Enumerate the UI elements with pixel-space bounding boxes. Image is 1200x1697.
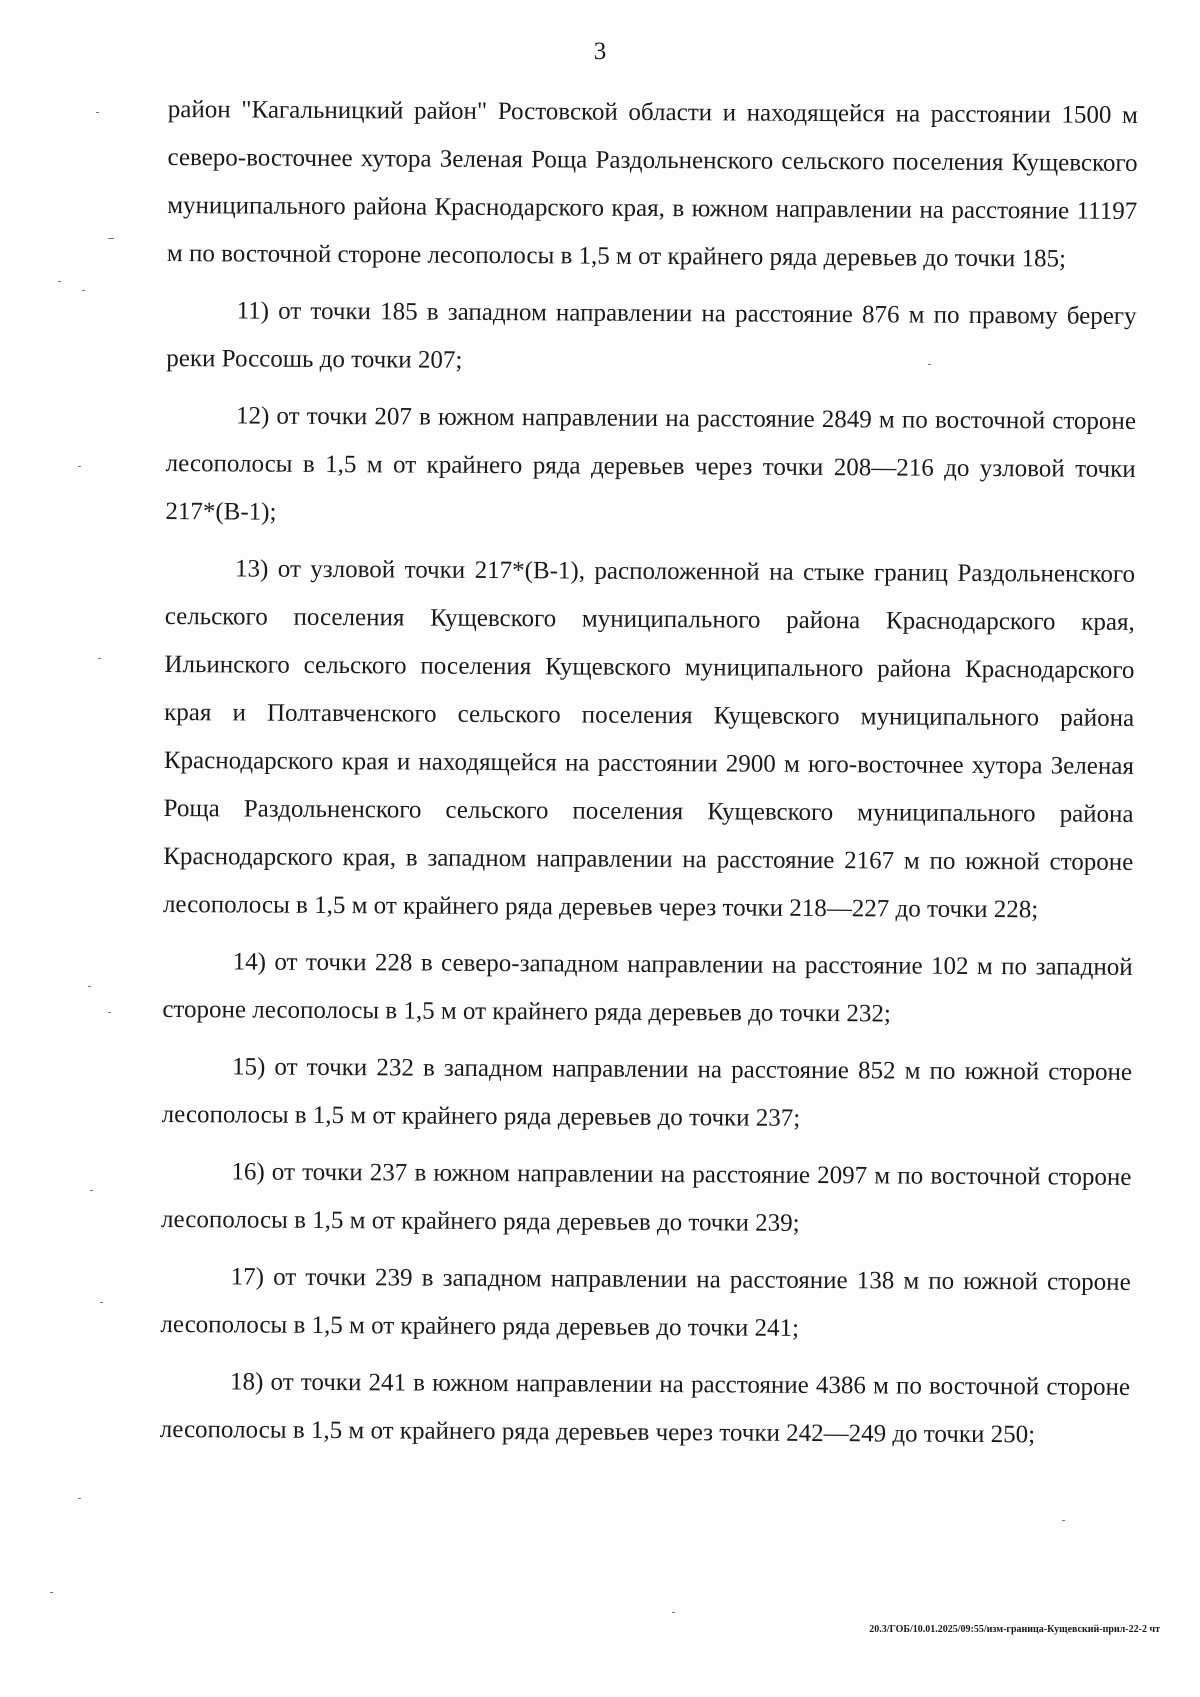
paragraph-item-11: 11) от точки 185 в западном направлении на расстояние 876 м по правому берегу реки Россошь до точки 207; [166,297,1137,374]
scan-speck [90,1190,93,1191]
paragraph-continuation: район "Кагальницкий район" Ростовской области и находящейся на расстоянии 1500 м северо-восточнее хутора Зеленая Роща Раздольненского сельского поселения Кущевского муниципального района Краснодарского края, в южном направлении на расстояние 11197 м по восточной стороне лесополосы в 1,5 м от крайнего ряда деревьев до точки 185; [166,95,1138,273]
scan-speck [100,1302,103,1303]
scan-speck [928,364,931,365]
page-number: 3 [593,38,607,65]
scan-speck [108,1012,111,1013]
scan-speck [1062,1520,1065,1521]
scan-speck [96,112,99,113]
scan-speck [78,1498,81,1499]
footer-document-code: 20.3/ГОБ/10.01.2025/09:55/изм-граница-Кущевский-прил-22-2 чт [869,1624,1160,1635]
scan-speck [98,658,101,659]
scan-speck [88,986,91,987]
paragraph-item-16: 16) от точки 237 в южном направлении на расстояние 2097 м по восточной стороне лесополосы в 1,5 м от крайнего ряда деревьев до точки 239; [160,1158,1132,1237]
scan-speck [58,281,61,282]
paragraph-item-17: 17) от точки 239 в западном направлении на расстояние 138 м по южной стороне лесополосы в 1,5 м от крайнего ряда деревьев до точки 241; [160,1263,1131,1342]
paragraph-item-13: 13) от узловой точки 217*(В-1), расположенной на стыке границ Раздольненского сельского поселения Кущевского муниципального района Краснодарского края, Ильинского сельского поселения Кущевского муниципального района Краснодарского края и Полтавченского сельского поселения Кущевского муниципального района Краснодарского края и находящейся на расстоянии 2900 м юго-восточнее хутора Зеленая Роща Раздольненского сельского поселения Кущевского муниципального района Краснодарского края, в западном направлении на расстояние 2167 м по южной стороне лесополосы в 1,5 м от крайнего ряда деревьев через точки 218—227 до точки 228; [162,555,1136,924]
paragraph-item-14: 14) от точки 228 в северо-западном направлении на расстояние 102 м по западной стороне лесополосы в 1,5 м от крайнего ряда деревьев до точки 232; [162,948,1133,1028]
paragraph-item-15: 15) от точки 232 в западном направлении на расстояние 852 м по южной стороне лесополосы в 1,5 м от крайнего ряда деревьев до точки 237; [161,1053,1133,1132]
scan-speck [108,238,114,239]
scan-speck [82,290,85,291]
scan-speck [672,1612,675,1613]
paragraph-item-18: 18) от точки 241 в южном направлении на расстояние 4386 м по восточной стороне лесополосы в 1,5 м от крайнего ряда деревьев через точки 242—249 до точки 250; [159,1368,1131,1449]
paragraph-item-12: 12) от точки 207 в южном направлении на расстояние 2849 м по восточной стороне лесополосы в 1,5 м от крайнего ряда деревьев через точки 208—216 до узловой точки 217*(В-1); [165,402,1137,526]
scan-speck [78,466,81,467]
scan-speck [50,1592,53,1593]
document-body [160,86,1138,1469]
